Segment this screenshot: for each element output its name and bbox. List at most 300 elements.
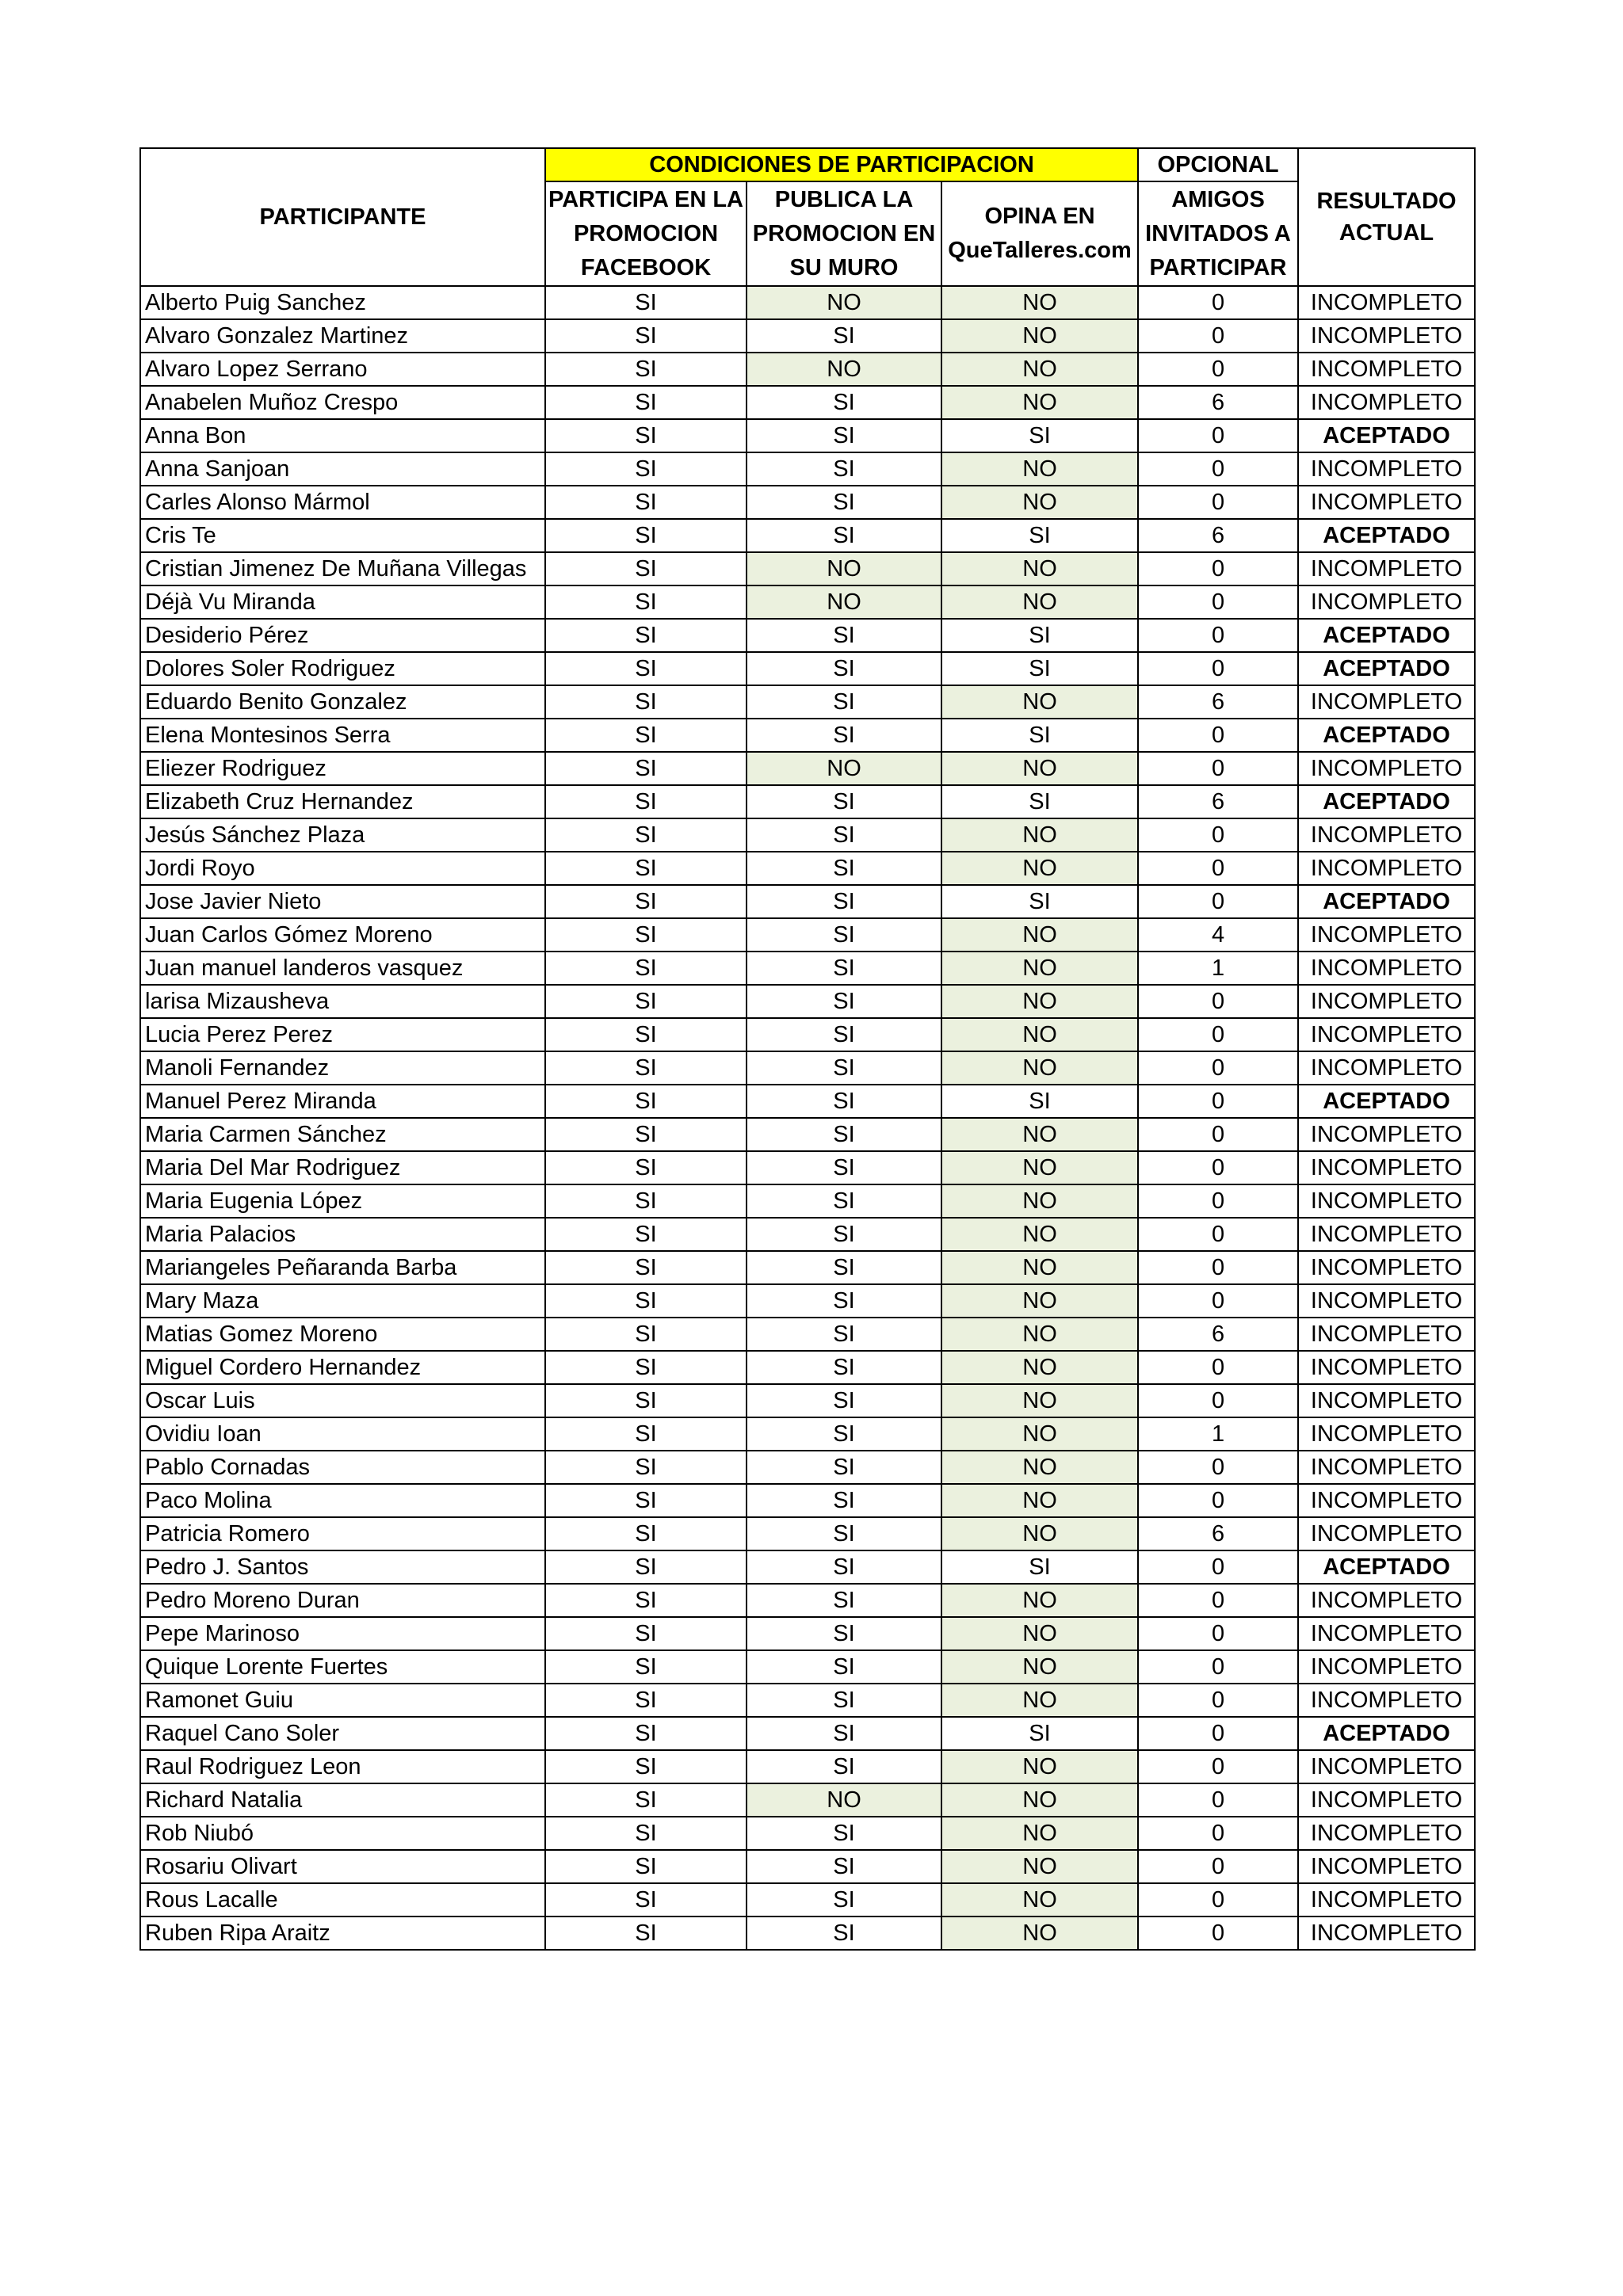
participa-cell: SI	[545, 1783, 747, 1817]
resultado-cell: INCOMPLETO	[1298, 552, 1475, 585]
publica-cell: SI	[747, 1917, 941, 1950]
participant-name: Rosariu Olivart	[140, 1850, 545, 1883]
opina-cell: NO	[941, 1184, 1138, 1218]
participa-cell: SI	[545, 685, 747, 719]
table-row	[140, 319, 1475, 353]
opina-cell: NO	[941, 1251, 1138, 1284]
amigos-cell: 0	[1138, 1351, 1298, 1384]
amigos-cell: 0	[1138, 1384, 1298, 1417]
participant-name: Jose Javier Nieto	[140, 885, 545, 918]
publica-cell: SI	[747, 1750, 941, 1783]
participant-name: Oscar Luis	[140, 1384, 545, 1417]
resultado-cell: INCOMPLETO	[1298, 818, 1475, 852]
resultado-cell: INCOMPLETO	[1298, 1417, 1475, 1451]
participant-name: Mary Maza	[140, 1284, 545, 1318]
table-row	[140, 419, 1475, 452]
table-row	[140, 1251, 1475, 1284]
opina-cell: SI	[941, 719, 1138, 752]
table-row	[140, 1883, 1475, 1917]
resultado-cell: INCOMPLETO	[1298, 1617, 1475, 1650]
publica-cell: NO	[747, 585, 941, 619]
opina-cell: NO	[941, 1384, 1138, 1417]
table-row	[140, 619, 1475, 652]
participa-cell: SI	[545, 1617, 747, 1650]
participant-name: Alvaro Lopez Serrano	[140, 353, 545, 386]
publica-cell: SI	[747, 885, 941, 918]
amigos-cell: 1	[1138, 952, 1298, 985]
participant-name: larisa Mizausheva	[140, 985, 545, 1018]
table-row	[140, 1118, 1475, 1151]
resultado-cell: INCOMPLETO	[1298, 585, 1475, 619]
table-row	[140, 818, 1475, 852]
participa-cell: SI	[545, 918, 747, 952]
participa-cell: SI	[545, 1384, 747, 1417]
publica-cell: SI	[747, 785, 941, 818]
publica-cell: SI	[747, 1085, 941, 1118]
publica-cell: SI	[747, 1850, 941, 1883]
participant-name: Paco Molina	[140, 1484, 545, 1517]
participa-cell: SI	[545, 1417, 747, 1451]
participa-cell: SI	[545, 785, 747, 818]
publica-cell: SI	[747, 1684, 941, 1717]
participant-name: Raquel Cano Soler	[140, 1717, 545, 1750]
opina-cell: SI	[941, 419, 1138, 452]
opina-cell: NO	[941, 1484, 1138, 1517]
resultado-cell: INCOMPLETO	[1298, 685, 1475, 719]
participa-cell: SI	[545, 1151, 747, 1184]
participant-name: Raul Rodriguez Leon	[140, 1750, 545, 1783]
participant-name: Pedro J. Santos	[140, 1550, 545, 1584]
resultado-cell: INCOMPLETO	[1298, 1684, 1475, 1717]
opina-cell: SI	[941, 1550, 1138, 1584]
opina-cell: NO	[941, 585, 1138, 619]
resultado-cell: INCOMPLETO	[1298, 985, 1475, 1018]
opina-cell: NO	[941, 985, 1138, 1018]
opina-cell: NO	[941, 452, 1138, 486]
publica-cell: SI	[747, 419, 941, 452]
publica-cell: SI	[747, 1151, 941, 1184]
amigos-cell: 0	[1138, 585, 1298, 619]
participant-name: Eliezer Rodriguez	[140, 752, 545, 785]
participa-cell: SI	[545, 1684, 747, 1717]
resultado-cell: ACEPTADO	[1298, 785, 1475, 818]
opina-cell: NO	[941, 1018, 1138, 1051]
participants-table	[139, 147, 1476, 1951]
amigos-cell: 6	[1138, 685, 1298, 719]
publica-cell: NO	[747, 752, 941, 785]
resultado-cell: INCOMPLETO	[1298, 353, 1475, 386]
publica-cell: SI	[747, 452, 941, 486]
participant-name: Alvaro Gonzalez Martinez	[140, 319, 545, 353]
participa-cell: SI	[545, 486, 747, 519]
participant-name: Ovidiu Ioan	[140, 1417, 545, 1451]
opina-cell: NO	[941, 1883, 1138, 1917]
table-row	[140, 1650, 1475, 1684]
publica-cell: SI	[747, 985, 941, 1018]
opina-cell: NO	[941, 1517, 1138, 1550]
table-row	[140, 785, 1475, 818]
participa-cell: SI	[545, 1817, 747, 1850]
publica-cell: SI	[747, 1717, 941, 1750]
opina-cell: NO	[941, 1817, 1138, 1850]
opina-cell: SI	[941, 1085, 1138, 1118]
participa-cell: SI	[545, 1650, 747, 1684]
participa-cell: SI	[545, 719, 747, 752]
participa-cell: SI	[545, 1917, 747, 1950]
participant-name: Jesús Sánchez Plaza	[140, 818, 545, 852]
opina-cell: NO	[941, 386, 1138, 419]
amigos-cell: 0	[1138, 1584, 1298, 1617]
amigos-cell: 0	[1138, 1550, 1298, 1584]
table-row	[140, 1351, 1475, 1384]
participant-name: Pablo Cornadas	[140, 1451, 545, 1484]
publica-cell: SI	[747, 1584, 941, 1617]
resultado-cell: ACEPTADO	[1298, 1085, 1475, 1118]
opina-cell: SI	[941, 652, 1138, 685]
table-row	[140, 1717, 1475, 1750]
publica-cell: SI	[747, 319, 941, 353]
table-row	[140, 1417, 1475, 1451]
table-row	[140, 1318, 1475, 1351]
participant-name: Juan Carlos Gómez Moreno	[140, 918, 545, 952]
table-row	[140, 1151, 1475, 1184]
resultado-cell: INCOMPLETO	[1298, 1584, 1475, 1617]
publica-cell: SI	[747, 1351, 941, 1384]
amigos-cell: 0	[1138, 752, 1298, 785]
participa-cell: SI	[545, 1218, 747, 1251]
amigos-cell: 0	[1138, 1118, 1298, 1151]
participa-cell: SI	[545, 519, 747, 552]
resultado-cell: ACEPTADO	[1298, 419, 1475, 452]
amigos-cell: 1	[1138, 1417, 1298, 1451]
header-participante: PARTICIPANTE	[140, 148, 545, 286]
amigos-cell: 0	[1138, 985, 1298, 1018]
participant-name: Desiderio Pérez	[140, 619, 545, 652]
table-row	[140, 652, 1475, 685]
table-row	[140, 752, 1475, 785]
participant-name: Richard Natalia	[140, 1783, 545, 1817]
participant-name: Jordi Royo	[140, 852, 545, 885]
amigos-cell: 0	[1138, 452, 1298, 486]
participa-cell: SI	[545, 1550, 747, 1584]
resultado-cell: INCOMPLETO	[1298, 918, 1475, 952]
resultado-cell: INCOMPLETO	[1298, 1218, 1475, 1251]
amigos-cell: 0	[1138, 1750, 1298, 1783]
resultado-cell: INCOMPLETO	[1298, 319, 1475, 353]
amigos-cell: 0	[1138, 1850, 1298, 1883]
publica-cell: SI	[747, 386, 941, 419]
resultado-cell: INCOMPLETO	[1298, 752, 1475, 785]
resultado-cell: INCOMPLETO	[1298, 1284, 1475, 1318]
amigos-cell: 0	[1138, 852, 1298, 885]
publica-cell: SI	[747, 519, 941, 552]
resultado-cell: INCOMPLETO	[1298, 952, 1475, 985]
amigos-cell: 0	[1138, 1018, 1298, 1051]
amigos-cell: 0	[1138, 1650, 1298, 1684]
table-row	[140, 1018, 1475, 1051]
resultado-cell: INCOMPLETO	[1298, 1018, 1475, 1051]
resultado-cell: ACEPTADO	[1298, 719, 1475, 752]
publica-cell: SI	[747, 1650, 941, 1684]
table-row	[140, 1783, 1475, 1817]
resultado-cell: INCOMPLETO	[1298, 386, 1475, 419]
publica-cell: SI	[747, 1251, 941, 1284]
publica-cell: SI	[747, 1051, 941, 1085]
opina-cell: NO	[941, 1584, 1138, 1617]
amigos-cell: 0	[1138, 419, 1298, 452]
participant-name: Mariangeles Peñaranda Barba	[140, 1251, 545, 1284]
participa-cell: SI	[545, 1284, 747, 1318]
resultado-cell: ACEPTADO	[1298, 885, 1475, 918]
header-resultado: RESULTADO ACTUAL	[1298, 148, 1475, 286]
participant-name: Pedro Moreno Duran	[140, 1584, 545, 1617]
resultado-cell: ACEPTADO	[1298, 1717, 1475, 1750]
table-row	[140, 486, 1475, 519]
participa-cell: SI	[545, 1184, 747, 1218]
amigos-cell: 0	[1138, 1151, 1298, 1184]
publica-cell: NO	[747, 353, 941, 386]
amigos-cell: 0	[1138, 1251, 1298, 1284]
amigos-cell: 0	[1138, 1917, 1298, 1950]
amigos-cell: 0	[1138, 319, 1298, 353]
participa-cell: SI	[545, 1118, 747, 1151]
resultado-cell: INCOMPLETO	[1298, 1351, 1475, 1384]
participant-name: Dolores Soler Rodriguez	[140, 652, 545, 685]
participa-cell: SI	[545, 286, 747, 319]
opina-cell: NO	[941, 1850, 1138, 1883]
participant-name: Matias Gomez Moreno	[140, 1318, 545, 1351]
publica-cell: SI	[747, 918, 941, 952]
participant-name: Pepe Marinoso	[140, 1617, 545, 1650]
publica-cell: NO	[747, 552, 941, 585]
table-row	[140, 386, 1475, 419]
opina-cell: NO	[941, 1617, 1138, 1650]
publica-cell: SI	[747, 952, 941, 985]
amigos-cell: 0	[1138, 1783, 1298, 1817]
amigos-cell: 0	[1138, 1184, 1298, 1218]
opina-cell: NO	[941, 1684, 1138, 1717]
publica-cell: SI	[747, 1218, 941, 1251]
resultado-cell: INCOMPLETO	[1298, 1817, 1475, 1850]
participa-cell: SI	[545, 1584, 747, 1617]
opina-cell: NO	[941, 319, 1138, 353]
opina-cell: SI	[941, 619, 1138, 652]
amigos-cell: 6	[1138, 1318, 1298, 1351]
resultado-cell: INCOMPLETO	[1298, 1484, 1475, 1517]
resultado-cell: INCOMPLETO	[1298, 486, 1475, 519]
table-row	[140, 885, 1475, 918]
amigos-cell: 0	[1138, 652, 1298, 685]
amigos-cell: 0	[1138, 1218, 1298, 1251]
participant-name: Patricia Romero	[140, 1517, 545, 1550]
resultado-cell: INCOMPLETO	[1298, 452, 1475, 486]
participant-name: Elizabeth Cruz Hernandez	[140, 785, 545, 818]
participa-cell: SI	[545, 1051, 747, 1085]
amigos-cell: 0	[1138, 486, 1298, 519]
publica-cell: SI	[747, 1318, 941, 1351]
publica-cell: SI	[747, 1184, 941, 1218]
amigos-cell: 0	[1138, 1817, 1298, 1850]
table-row	[140, 952, 1475, 985]
opina-cell: NO	[941, 918, 1138, 952]
participant-name: Ramonet Guiu	[140, 1684, 545, 1717]
table-row	[140, 1184, 1475, 1218]
participa-cell: SI	[545, 1251, 747, 1284]
table-row	[140, 1750, 1475, 1783]
participa-cell: SI	[545, 452, 747, 486]
participant-name: Cris Te	[140, 519, 545, 552]
amigos-cell: 0	[1138, 286, 1298, 319]
resultado-cell: ACEPTADO	[1298, 519, 1475, 552]
opina-cell: NO	[941, 1917, 1138, 1950]
table-row	[140, 685, 1475, 719]
opina-cell: NO	[941, 952, 1138, 985]
publica-cell: SI	[747, 1484, 941, 1517]
participa-cell: SI	[545, 652, 747, 685]
opina-cell: SI	[941, 1717, 1138, 1750]
participant-name: Anna Bon	[140, 419, 545, 452]
participa-cell: SI	[545, 752, 747, 785]
participant-name: Manuel Perez Miranda	[140, 1085, 545, 1118]
participa-cell: SI	[545, 1484, 747, 1517]
participant-name: Carles Alonso Mármol	[140, 486, 545, 519]
publica-cell: SI	[747, 1451, 941, 1484]
participa-cell: SI	[545, 619, 747, 652]
amigos-cell: 6	[1138, 519, 1298, 552]
table-row	[140, 452, 1475, 486]
publica-cell: SI	[747, 1118, 941, 1151]
amigos-cell: 0	[1138, 1051, 1298, 1085]
participa-cell: SI	[545, 1351, 747, 1384]
amigos-cell: 0	[1138, 1484, 1298, 1517]
opina-cell: NO	[941, 1118, 1138, 1151]
resultado-cell: INCOMPLETO	[1298, 1384, 1475, 1417]
header-opcional: OPCIONAL	[1138, 148, 1298, 181]
publica-cell: SI	[747, 852, 941, 885]
participa-cell: SI	[545, 852, 747, 885]
amigos-cell: 0	[1138, 1684, 1298, 1717]
opina-cell: NO	[941, 1284, 1138, 1318]
table-row	[140, 1051, 1475, 1085]
participa-cell: SI	[545, 1018, 747, 1051]
table-row	[140, 1517, 1475, 1550]
table-row	[140, 1218, 1475, 1251]
participant-name: Elena Montesinos Serra	[140, 719, 545, 752]
participa-cell: SI	[545, 1517, 747, 1550]
publica-cell: SI	[747, 1883, 941, 1917]
participant-name: Eduardo Benito Gonzalez	[140, 685, 545, 719]
opina-cell: NO	[941, 1351, 1138, 1384]
publica-cell: SI	[747, 1550, 941, 1584]
header-condiciones: CONDICIONES DE PARTICIPACION	[545, 148, 1138, 181]
participa-cell: SI	[545, 386, 747, 419]
resultado-cell: ACEPTADO	[1298, 652, 1475, 685]
publica-cell: SI	[747, 685, 941, 719]
opina-cell: NO	[941, 1783, 1138, 1817]
publica-cell: SI	[747, 652, 941, 685]
resultado-cell: INCOMPLETO	[1298, 1184, 1475, 1218]
table-row	[140, 1684, 1475, 1717]
participant-name: Lucia Perez Perez	[140, 1018, 545, 1051]
participant-name: Quique Lorente Fuertes	[140, 1650, 545, 1684]
participant-name: Maria Eugenia López	[140, 1184, 545, 1218]
resultado-cell: INCOMPLETO	[1298, 852, 1475, 885]
resultado-cell: INCOMPLETO	[1298, 1251, 1475, 1284]
publica-cell: SI	[747, 1617, 941, 1650]
participa-cell: SI	[545, 885, 747, 918]
participant-name: Maria Carmen Sánchez	[140, 1118, 545, 1151]
participa-cell: SI	[545, 1883, 747, 1917]
resultado-cell: INCOMPLETO	[1298, 1451, 1475, 1484]
resultado-cell: INCOMPLETO	[1298, 1151, 1475, 1184]
participa-cell: SI	[545, 319, 747, 353]
opina-cell: NO	[941, 1650, 1138, 1684]
participa-cell: SI	[545, 985, 747, 1018]
opina-cell: NO	[941, 1750, 1138, 1783]
opina-cell: NO	[941, 1218, 1138, 1251]
participa-cell: SI	[545, 1750, 747, 1783]
amigos-cell: 0	[1138, 1085, 1298, 1118]
opina-cell: SI	[941, 519, 1138, 552]
publica-cell: SI	[747, 1817, 941, 1850]
participant-name: Anna Sanjoan	[140, 452, 545, 486]
publica-cell: SI	[747, 486, 941, 519]
amigos-cell: 0	[1138, 1617, 1298, 1650]
amigos-cell: 0	[1138, 818, 1298, 852]
opina-cell: NO	[941, 685, 1138, 719]
participant-name: Miguel Cordero Hernandez	[140, 1351, 545, 1384]
table-row	[140, 1284, 1475, 1318]
table-row	[140, 1584, 1475, 1617]
opina-cell: NO	[941, 353, 1138, 386]
participant-name: Déjà Vu Miranda	[140, 585, 545, 619]
resultado-cell: ACEPTADO	[1298, 619, 1475, 652]
publica-cell: SI	[747, 1384, 941, 1417]
participa-cell: SI	[545, 818, 747, 852]
publica-cell: SI	[747, 619, 941, 652]
participa-cell: SI	[545, 419, 747, 452]
participant-name: Juan manuel landeros vasquez	[140, 952, 545, 985]
resultado-cell: INCOMPLETO	[1298, 1883, 1475, 1917]
amigos-cell: 0	[1138, 1451, 1298, 1484]
opina-cell: SI	[941, 785, 1138, 818]
table-row	[140, 985, 1475, 1018]
table-row	[140, 1550, 1475, 1584]
resultado-cell: INCOMPLETO	[1298, 1650, 1475, 1684]
table-row	[140, 519, 1475, 552]
participa-cell: SI	[545, 1717, 747, 1750]
opina-cell: NO	[941, 852, 1138, 885]
opina-cell: NO	[941, 552, 1138, 585]
participa-cell: SI	[545, 1850, 747, 1883]
resultado-cell: INCOMPLETO	[1298, 1917, 1475, 1950]
resultado-cell: INCOMPLETO	[1298, 1118, 1475, 1151]
amigos-cell: 0	[1138, 552, 1298, 585]
table-body	[140, 286, 1475, 1950]
opina-cell: NO	[941, 818, 1138, 852]
opina-cell: NO	[941, 1051, 1138, 1085]
table-row	[140, 552, 1475, 585]
header-publica: PUBLICA LA PROMOCION EN SU MURO	[747, 181, 941, 286]
table-row	[140, 353, 1475, 386]
publica-cell: SI	[747, 1517, 941, 1550]
table-row	[140, 1617, 1475, 1650]
opina-cell: NO	[941, 1451, 1138, 1484]
table-row	[140, 852, 1475, 885]
amigos-cell: 6	[1138, 785, 1298, 818]
resultado-cell: INCOMPLETO	[1298, 1750, 1475, 1783]
header-participa: PARTICIPA EN LA PROMOCION FACEBOOK	[545, 181, 747, 286]
